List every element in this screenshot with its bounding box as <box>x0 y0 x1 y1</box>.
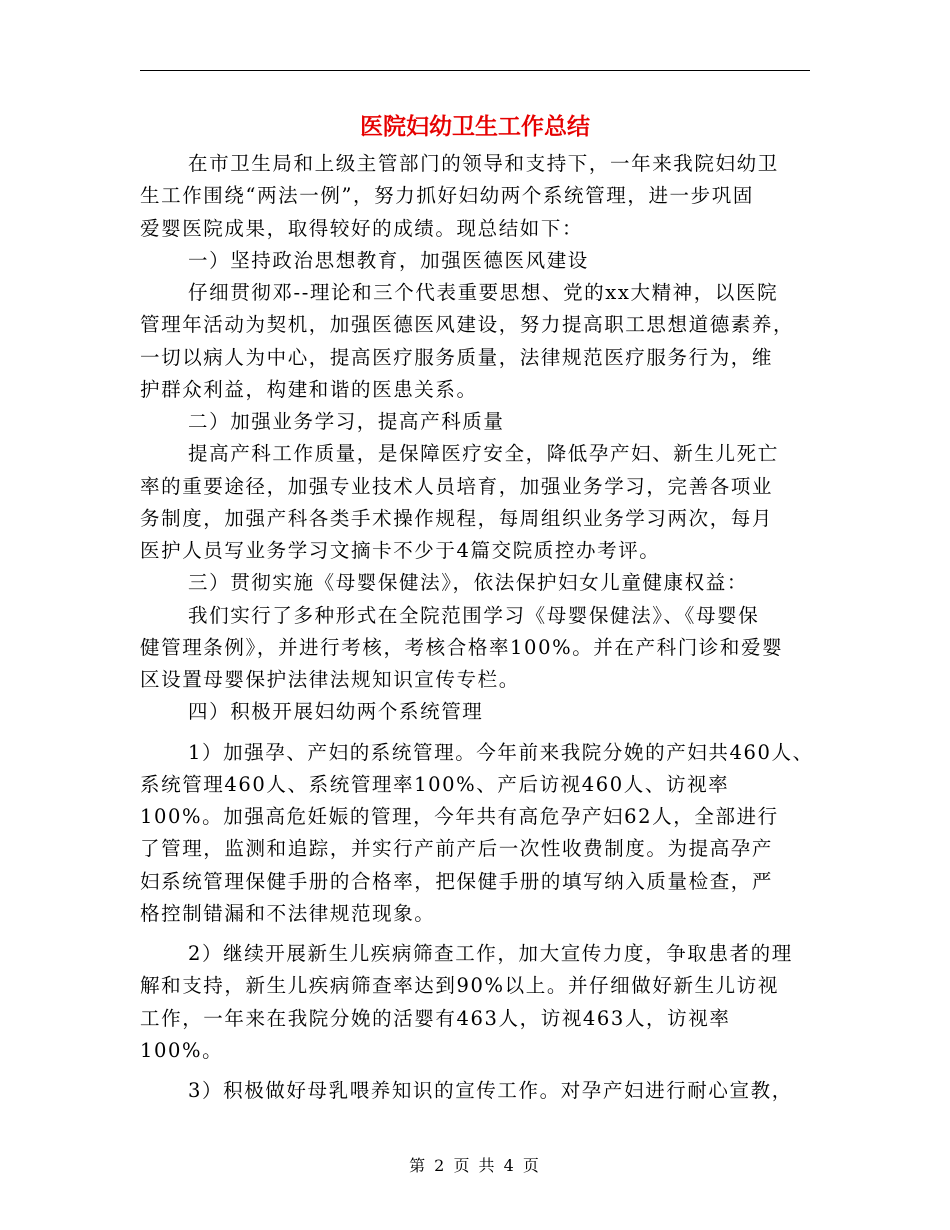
paragraph-line: 健管理条例》，并进行考核，考核合格率100%。并在产科门诊和爱婴 <box>140 635 784 659</box>
paragraph-line: 系统管理460人、系统管理率100%、产后访视460人、访视率 <box>140 772 730 796</box>
document-body <box>140 148 814 1107</box>
paragraph-line: 格控制错漏和不法律规范现象。 <box>140 901 436 925</box>
header-rule <box>140 70 810 71</box>
paragraph-line: 解和支持，新生儿疾病筛查率达到90%以上。并仔细做好新生儿访视 <box>140 974 779 998</box>
paragraph-line: 生工作围绕“两法一例”，努力抓好妇幼两个系统管理，进一步巩固 <box>140 184 754 208</box>
document-title: 医院妇幼卫生工作总结 <box>360 113 590 140</box>
section-heading: 三）贯彻实施《母婴保健法》，依法保护妇女儿童健康权益： <box>188 571 748 595</box>
page-number-footer: 第 2 页 共 4 页 <box>409 1156 541 1175</box>
paragraph-line: 100%。加强高危妊娠的管理，今年共有高危孕产妇62人，全部进行 <box>140 805 779 828</box>
section-heading: 一）坚持政治思想教育，加强医德医风建设 <box>188 248 589 272</box>
paragraph-line: 护群众利益，构建和谐的医患关系。 <box>140 377 478 401</box>
paragraph-line: 仔细贯彻邓--理论和三个代表重要思想、党的xx大精神，以医院 <box>188 281 779 304</box>
paragraph-line: 我们实行了多种形式在全院范围学习《母婴保健法》、《母婴保 <box>188 603 760 627</box>
paragraph-line: 务制度，加强产科各类手术操作规程，每周组织业务学习两次，每月 <box>140 506 774 530</box>
paragraph-line: 2）继续开展新生儿疾病筛查工作，加大宣传力度，争取患者的理 <box>188 942 793 965</box>
paragraph-line: 管理年活动为契机，加强医德医风建设，努力提高职工思想道德素养， <box>140 313 795 337</box>
paragraph-line: 了管理，监测和追踪，并实行产前产后一次性收费制度。为提高孕产 <box>140 837 774 861</box>
paragraph-line: 妇系统管理保健手册的合格率，把保健手册的填写纳入质量检查，严 <box>140 869 774 893</box>
section-heading: 四）积极开展妇幼两个系统管理 <box>188 700 484 724</box>
section-heading: 二）加强业务学习，提高产科质量 <box>188 410 505 433</box>
paragraph-line: 爱婴医院成果，取得较好的成绩。现总结如下： <box>140 216 584 240</box>
paragraph-line: 提高产科工作质量，是保障医疗安全，降低孕产妇、新生儿死亡 <box>188 442 779 466</box>
paragraph-line: 100%。 <box>140 1038 224 1062</box>
paragraph-line: 1）加强孕、产妇的系统管理。今年前来我院分娩的产妇共460人、 <box>188 740 814 764</box>
paragraph-line: 率的重要途径，加强专业技术人员培育，加强业务学习，完善各项业 <box>140 474 774 498</box>
paragraph-line: 工作，一年来在我院分娩的活婴有463人，访视463人，访视率 <box>140 1006 731 1030</box>
paragraph-line: 在市卫生局和上级主管部门的领导和支持下，一年来我院妇幼卫 <box>188 152 779 175</box>
paragraph-line: 区设置母婴保护法律法规知识宣传专栏。 <box>140 668 520 691</box>
paragraph-line: 一切以病人为中心，提高医疗服务质量，法律规范医疗服务行为，维 <box>140 345 774 369</box>
paragraph-line: 3）积极做好母乳喂养知识的宣传工作。对孕产妇进行耐心宣教， <box>188 1079 793 1102</box>
paragraph-line: 医护人员写业务学习文摘卡不少于4篇交院质控办考评。 <box>140 539 661 562</box>
